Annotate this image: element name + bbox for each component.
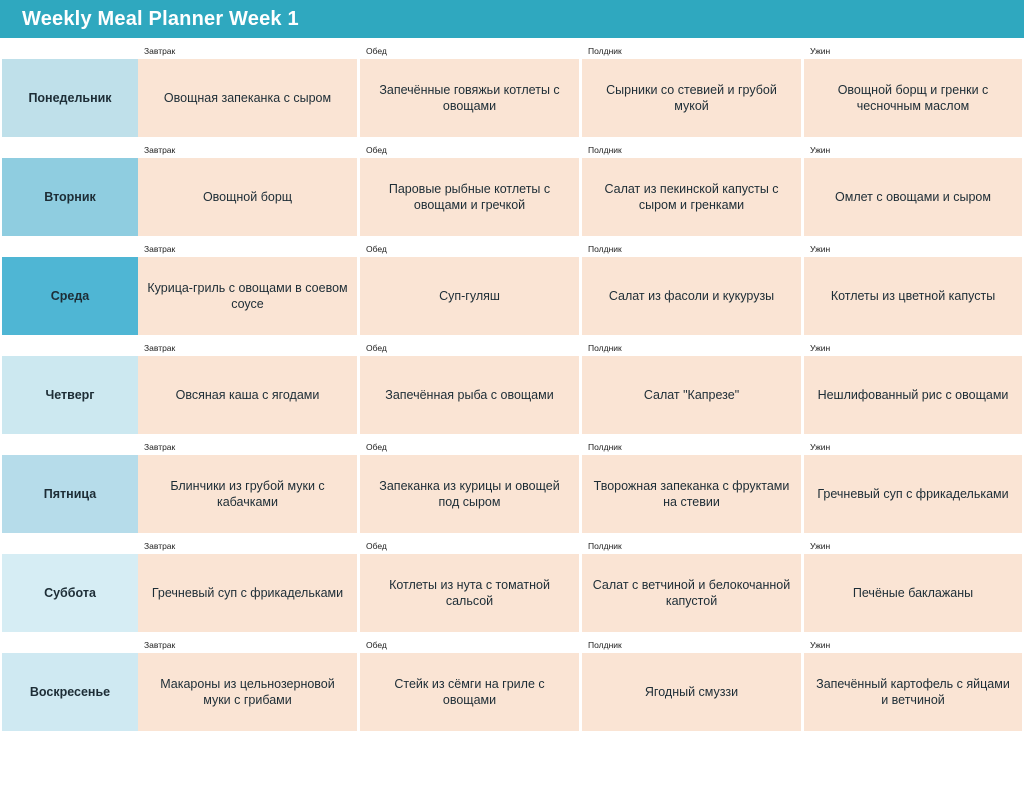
- meal-cell-monday-breakfast[interactable]: Овощная запеканка с сыром: [138, 59, 360, 137]
- header-spacer: [2, 640, 138, 653]
- meal-body-row: [2, 59, 1022, 137]
- meal-body-row: [2, 356, 1022, 434]
- meal-header-row: [2, 640, 1022, 653]
- meal-header-dinner: Ужин: [810, 343, 831, 353]
- meal-cell-sunday-snack[interactable]: Ягодный смуззи: [582, 653, 804, 731]
- meal-cell-wednesday-snack[interactable]: Салат из фасоли и кукурузы: [582, 257, 804, 335]
- day-row: [2, 343, 1022, 434]
- meal-cell-saturday-breakfast[interactable]: Гречневый суп с фрикадельками: [138, 554, 360, 632]
- meal-cell-tuesday-dinner[interactable]: Омлет с овощами и сыром: [804, 158, 1022, 236]
- meal-header-row: [2, 145, 1022, 158]
- meal-header-lunch: Обед: [366, 244, 387, 254]
- meal-cell-tuesday-snack[interactable]: Салат из пекинской капусты с сыром и гренками: [582, 158, 804, 236]
- meal-header-breakfast: Завтрак: [144, 244, 176, 254]
- meal-header-snack: Полдник: [588, 640, 622, 650]
- meal-header-lunch: Обед: [366, 442, 387, 452]
- meal-header-dinner: Ужин: [810, 145, 831, 155]
- meal-cell-monday-lunch[interactable]: Запечённые говяжьи котлеты с овощами: [360, 59, 582, 137]
- meal-header-snack: Полдник: [588, 343, 622, 353]
- day-row: [2, 46, 1022, 137]
- day-row: [2, 640, 1022, 731]
- meal-cell-sunday-lunch[interactable]: Стейк из сёмги на гриле с овощами: [360, 653, 582, 731]
- meal-header-row: [2, 343, 1022, 356]
- planner-rows: [0, 46, 1024, 731]
- meal-header-dinner: Ужин: [810, 442, 831, 452]
- header-spacer: [2, 46, 138, 59]
- title-bar: [0, 0, 1024, 38]
- meal-header-lunch: Обед: [366, 343, 387, 353]
- meal-header-breakfast: Завтрак: [144, 541, 176, 551]
- header-spacer: [2, 145, 138, 158]
- day-label-sunday: Воскресенье: [2, 653, 138, 731]
- meal-header-breakfast: Завтрак: [144, 145, 176, 155]
- meal-header-snack: Полдник: [588, 46, 622, 56]
- meal-header-breakfast: Завтрак: [144, 640, 176, 650]
- meal-header-row: [2, 442, 1022, 455]
- meal-header-lunch: Обед: [366, 145, 387, 155]
- meal-body-row: [2, 554, 1022, 632]
- meal-cell-thursday-snack[interactable]: Салат "Капрезе": [582, 356, 804, 434]
- meal-body-row: [2, 653, 1022, 731]
- header-spacer: [2, 442, 138, 455]
- meal-header-dinner: Ужин: [810, 541, 831, 551]
- meal-cell-saturday-snack[interactable]: Салат с ветчиной и белокочанной капустой: [582, 554, 804, 632]
- meal-cell-friday-lunch[interactable]: Запеканка из курицы и овощей под сыром: [360, 455, 582, 533]
- day-label-monday: Понедельник: [2, 59, 138, 137]
- meal-cell-sunday-dinner[interactable]: Запечённый картофель с яйцами и ветчиной: [804, 653, 1022, 731]
- day-label-thursday: Четверг: [2, 356, 138, 434]
- day-row: [2, 244, 1022, 335]
- meal-header-row: [2, 541, 1022, 554]
- meal-cell-thursday-breakfast[interactable]: Овсяная каша с ягодами: [138, 356, 360, 434]
- meal-body-row: [2, 455, 1022, 533]
- page-title: Weekly Meal Planner Week 1: [22, 7, 299, 30]
- day-label-friday: Пятница: [2, 455, 138, 533]
- day-label-wednesday: Среда: [2, 257, 138, 335]
- meal-cell-monday-snack[interactable]: Сырники со стевией и грубой мукой: [582, 59, 804, 137]
- meal-header-dinner: Ужин: [810, 46, 831, 56]
- meal-cell-friday-breakfast[interactable]: Блинчики из грубой муки с кабачками: [138, 455, 360, 533]
- day-row: [2, 442, 1022, 533]
- meal-body-row: [2, 158, 1022, 236]
- meal-header-breakfast: Завтрак: [144, 442, 176, 452]
- header-spacer: [2, 541, 138, 554]
- meal-cell-monday-dinner[interactable]: Овощной борщ и гренки с чесночным маслом: [804, 59, 1022, 137]
- meal-header-lunch: Обед: [366, 640, 387, 650]
- meal-cell-wednesday-lunch[interactable]: Суп-гуляш: [360, 257, 582, 335]
- meal-header-dinner: Ужин: [810, 640, 831, 650]
- meal-cell-friday-snack[interactable]: Творожная запеканка с фруктами на стевии: [582, 455, 804, 533]
- meal-header-snack: Полдник: [588, 244, 622, 254]
- meal-header-lunch: Обед: [366, 46, 387, 56]
- meal-header-snack: Полдник: [588, 145, 622, 155]
- meal-cell-wednesday-dinner[interactable]: Котлеты из цветной капусты: [804, 257, 1022, 335]
- meal-cell-saturday-dinner[interactable]: Печёные баклажаны: [804, 554, 1022, 632]
- meal-cell-wednesday-breakfast[interactable]: Курица-гриль с овощами в соевом соусе: [138, 257, 360, 335]
- meal-cell-thursday-lunch[interactable]: Запечённая рыба с овощами: [360, 356, 582, 434]
- meal-header-breakfast: Завтрак: [144, 343, 176, 353]
- meal-cell-saturday-lunch[interactable]: Котлеты из нута с томатной сальсой: [360, 554, 582, 632]
- meal-cell-tuesday-breakfast[interactable]: Овощной борщ: [138, 158, 360, 236]
- meal-header-row: [2, 46, 1022, 59]
- meal-cell-thursday-dinner[interactable]: Нешлифованный рис с овощами: [804, 356, 1022, 434]
- meal-cell-friday-dinner[interactable]: Гречневый суп с фрикадельками: [804, 455, 1022, 533]
- day-label-tuesday: Вторник: [2, 158, 138, 236]
- meal-header-lunch: Обед: [366, 541, 387, 551]
- header-spacer: [2, 343, 138, 356]
- day-row: [2, 145, 1022, 236]
- meal-header-breakfast: Завтрак: [144, 46, 176, 56]
- meal-header-snack: Полдник: [588, 442, 622, 452]
- day-label-saturday: Суббота: [2, 554, 138, 632]
- meal-header-row: [2, 244, 1022, 257]
- meal-body-row: [2, 257, 1022, 335]
- meal-header-dinner: Ужин: [810, 244, 831, 254]
- meal-cell-tuesday-lunch[interactable]: Паровые рыбные котлеты с овощами и гречкой: [360, 158, 582, 236]
- header-spacer: [2, 244, 138, 257]
- day-row: [2, 541, 1022, 632]
- meal-cell-sunday-breakfast[interactable]: Макароны из цельнозерновой муки с грибами: [138, 653, 360, 731]
- meal-header-snack: Полдник: [588, 541, 622, 551]
